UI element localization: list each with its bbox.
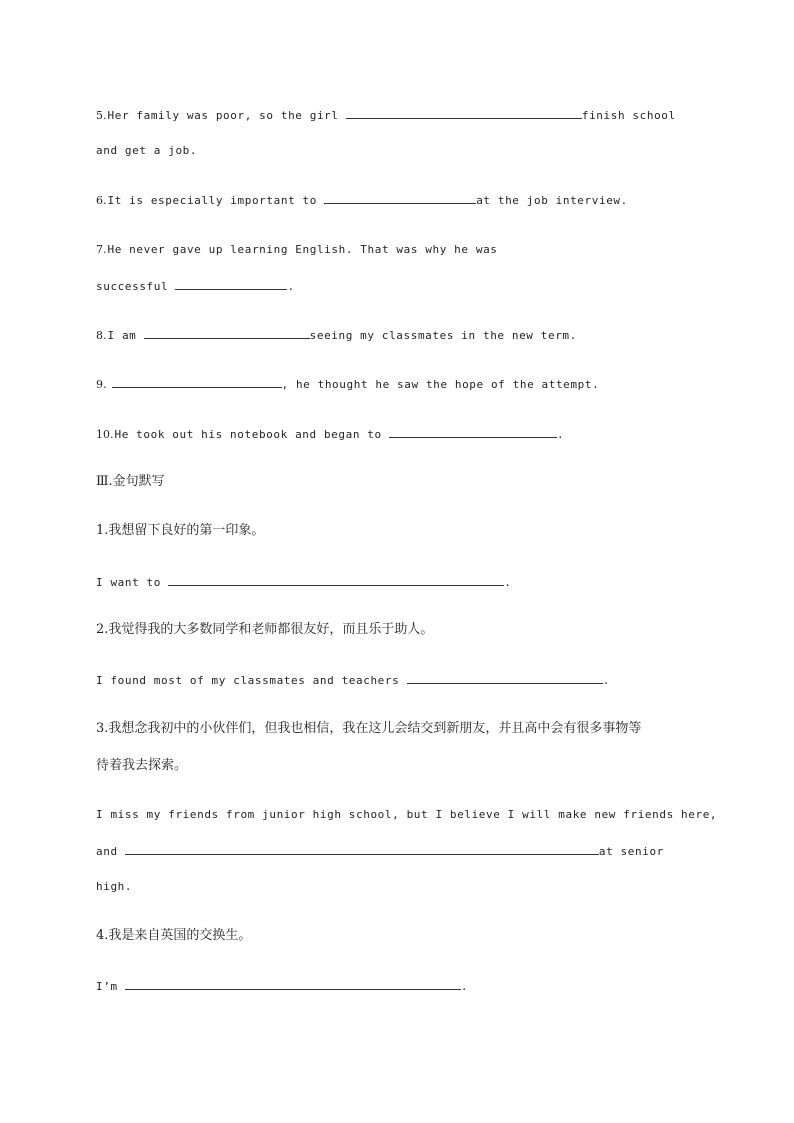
question-text: He took out his notebook and began to	[114, 428, 389, 441]
sentence-number: 3.	[96, 721, 109, 736]
english-prompt: I found most of my classmates and teachers	[96, 674, 407, 687]
question-number: 6.	[96, 194, 107, 207]
question-number: 5.	[96, 109, 107, 122]
question-text: Her family was poor, so the girl	[107, 109, 346, 122]
chinese-prompt: 我想念我初中的小伙伴们，但我也相信，我在这儿会结交到新朋友，并且高中会有很多事物等	[108, 721, 642, 736]
answer-blank[interactable]	[324, 192, 476, 204]
answer-blank[interactable]	[175, 278, 287, 290]
sentence-3-english: I miss my friends from junior high school, but I believe I will make new friends here,	[96, 808, 718, 821]
question-end: .	[287, 280, 295, 293]
sentence-end: .	[504, 576, 512, 589]
chinese-prompt: 我觉得我的大多数同学和老师都很友好，而且乐于助人。	[108, 622, 434, 637]
chinese-prompt: 我想留下良好的第一印象。	[108, 523, 265, 538]
sentence-1-chinese	[96, 522, 264, 540]
answer-blank[interactable]	[112, 376, 282, 388]
english-prompt: I want to	[96, 576, 169, 589]
question-text: It is especially important to	[107, 194, 325, 207]
sentence-2-english	[96, 672, 610, 689]
answer-blank[interactable]	[407, 672, 603, 684]
sentence-1-english	[96, 574, 511, 591]
question-number: 10.	[96, 428, 114, 441]
answer-blank[interactable]	[125, 843, 599, 855]
answer-blank[interactable]	[346, 107, 582, 119]
english-prompt: I’m	[96, 980, 125, 993]
sentence-3-english-line-2	[96, 843, 664, 860]
question-5-line-2: and get a job.	[96, 144, 198, 157]
question-text: at the job interview.	[476, 194, 628, 207]
sentence-3-chinese	[96, 720, 641, 738]
sentence-3-chinese-line-2: 待着我去探索。	[96, 758, 188, 773]
question-number: 8.	[96, 329, 107, 342]
question-number: 7.	[96, 243, 107, 256]
question-text: , he thought he saw the hope of the attempt.	[281, 378, 600, 391]
sentence-number: 4.	[96, 928, 109, 943]
question-5	[96, 107, 676, 124]
answer-blank[interactable]	[125, 978, 461, 990]
sentence-2-chinese	[96, 621, 433, 639]
question-7-line-2	[96, 278, 295, 295]
question-6	[96, 192, 628, 209]
question-end: .	[556, 428, 565, 441]
sentence-3-english-line-3: high.	[96, 880, 133, 893]
question-text: finish school	[581, 109, 676, 122]
question-10	[96, 426, 564, 443]
english-prompt: and	[96, 845, 125, 858]
question-7	[96, 242, 498, 258]
sentence-end: .	[460, 980, 469, 993]
question-text: I am	[107, 329, 144, 342]
answer-blank[interactable]	[144, 327, 310, 339]
question-9	[96, 376, 599, 393]
question-text: He never gave up learning English. That was why he was	[107, 243, 498, 256]
question-text: seeing my classmates in the new term.	[309, 329, 577, 342]
sentence-4-chinese	[96, 927, 251, 945]
question-number: 9.	[96, 378, 107, 391]
sentence-number: 1.	[96, 523, 109, 538]
sentence-number: 2.	[96, 622, 109, 637]
section-title: Ⅲ.金句默写	[96, 474, 165, 489]
question-text: successful	[96, 280, 176, 293]
answer-blank[interactable]	[389, 426, 557, 438]
question-8	[96, 327, 577, 344]
sentence-end: .	[602, 674, 610, 687]
chinese-prompt: 我是来自英国的交换生。	[108, 928, 252, 943]
sentence-4-english	[96, 978, 468, 995]
answer-blank[interactable]	[168, 574, 504, 586]
english-prompt: at senior	[598, 845, 664, 858]
